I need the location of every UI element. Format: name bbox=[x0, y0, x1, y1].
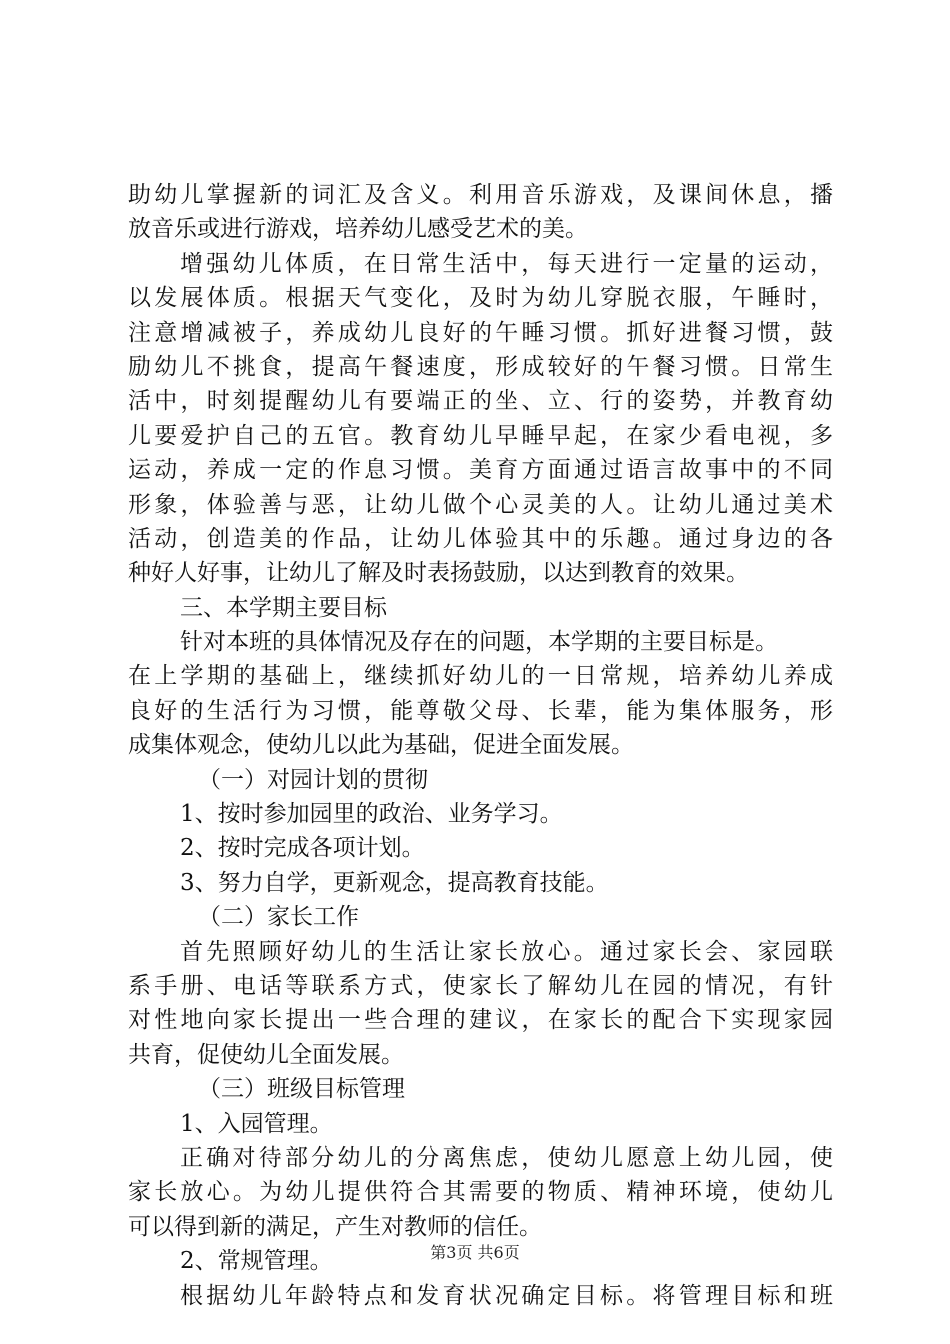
list-item: 2、按时完成各项计划。 bbox=[180, 835, 425, 862]
section-heading: 三、本学期主要目标 bbox=[180, 594, 387, 621]
paragraph-start-line: 首先照顾好幼儿的生活让家长放心。通过家长会、家园联 bbox=[180, 938, 833, 965]
text-line: 良好的生活行为习惯，能尊敬父母、长辈，能为集体服务，形 bbox=[128, 697, 833, 724]
text-line: 成集体观念，使幼儿以此为基础，促进全面发展。 bbox=[128, 732, 634, 759]
text-line: 儿要爱护自己的五官。教育幼儿早睡早起，在家少看电视，多 bbox=[128, 422, 833, 449]
paragraph-start-line: 正确对待部分幼儿的分离焦虑，使幼儿愿意上幼儿园，使 bbox=[180, 1144, 833, 1171]
text-line: 共育，促使幼儿全面发展。 bbox=[128, 1041, 404, 1068]
text-line: 在上学期的基础上，继续抓好幼儿的一日常规，培养幼儿养成 bbox=[128, 663, 833, 690]
text-line: 家长放心。为幼儿提供符合其需要的物质、精神环境，使幼儿 bbox=[128, 1179, 833, 1206]
text-line: 形象，体验善与恶，让幼儿做个心灵美的人。让幼儿通过美术 bbox=[128, 491, 833, 518]
text-line: 活中，时刻提醒幼儿有要端正的坐、立、行的姿势，并教育幼 bbox=[128, 388, 833, 415]
list-item: 1、入园管理。 bbox=[180, 1110, 333, 1137]
document-body bbox=[128, 178, 833, 1313]
text-line: 活动，创造美的作品，让幼儿体验其中的乐趣。通过身边的各 bbox=[128, 525, 833, 552]
page-number-footer: 第3页 共6页 bbox=[430, 1243, 520, 1262]
paragraph-start-line: 增强幼儿体质，在日常生活中，每天进行一定量的运动， bbox=[180, 250, 833, 277]
list-item: 1、按时参加园里的政治、业务学习。 bbox=[180, 801, 563, 828]
text-line: 放音乐或进行游戏，培养幼儿感受艺术的美。 bbox=[128, 216, 588, 243]
text-line: 助幼儿掌握新的词汇及含义。利用音乐游戏，及课间休息，播 bbox=[128, 182, 833, 208]
subsection-heading: （二）家长工作 bbox=[198, 904, 359, 931]
text-line: 系手册、电话等联系方式，使家长了解幼儿在园的情况，有针 bbox=[128, 972, 833, 999]
text-line: 注意增减被子，养成幼儿良好的午睡习惯。抓好进餐习惯，鼓 bbox=[128, 319, 833, 346]
text-line: 以发展体质。根据天气变化，及时为幼儿穿脱衣服，午睡时， bbox=[128, 285, 833, 312]
subsection-heading: （一）对园计划的贯彻 bbox=[198, 766, 428, 793]
paragraph-start-line: 针对本班的具体情况及存在的问题，本学期的主要目标是。 bbox=[180, 629, 778, 656]
list-item: 3、努力自学，更新观念，提高教育技能。 bbox=[180, 869, 609, 896]
list-item: 2、常规管理。 bbox=[180, 1248, 333, 1275]
text-line: 可以得到新的满足，产生对教师的信任。 bbox=[128, 1213, 542, 1240]
text-line: 种好人好事，让幼儿了解及时表扬鼓励，以达到教育的效果。 bbox=[128, 560, 749, 587]
subsection-heading: （三）班级目标管理 bbox=[198, 1076, 405, 1103]
text-line: 运动，养成一定的作息习惯。美育方面通过语言故事中的不同 bbox=[128, 457, 833, 484]
text-line: 对性地向家长提出一些合理的建议，在家长的配合下实现家园 bbox=[128, 1007, 833, 1034]
text-line: 励幼儿不挑食，提高午餐速度，形成较好的午餐习惯。日常生 bbox=[128, 353, 833, 380]
paragraph-start-line: 根据幼儿年龄特点和发育状况确定目标。将管理目标和班 bbox=[180, 1282, 833, 1309]
